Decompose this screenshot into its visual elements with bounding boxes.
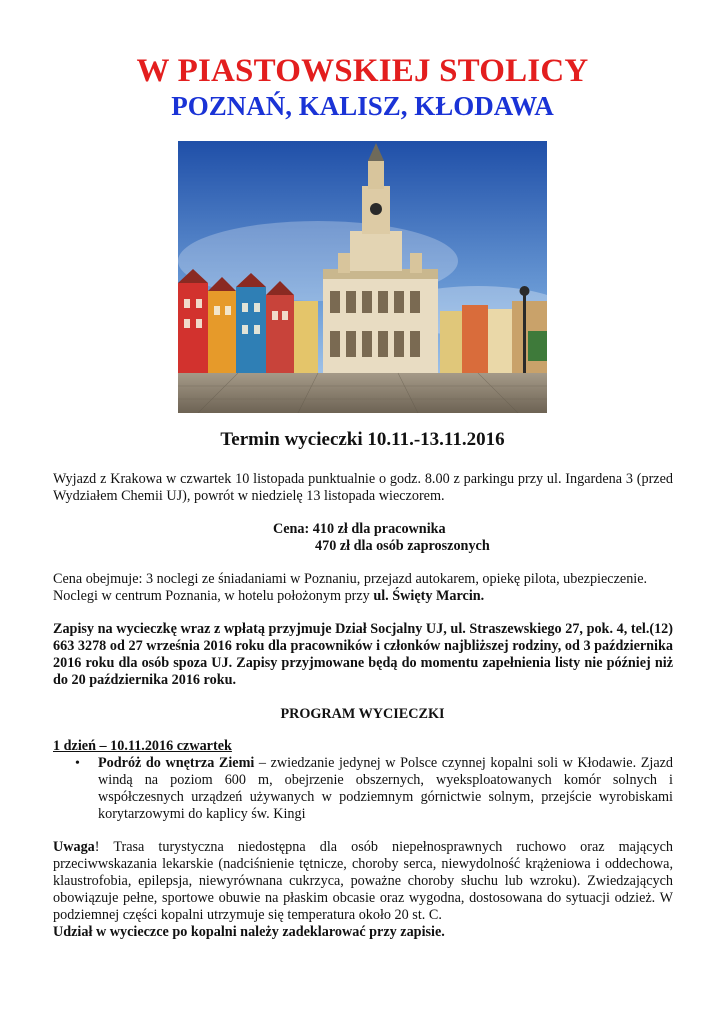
registration-paragraph: Zapisy na wycieczkę wraz z wpłatą przyjmuje Dział Socjalny UJ, ul. Straszewskiego 27, pok. 4, tel.(12) 663 3278 od 27 września 2016 roku dla pracowników i członków najbliższej rodziny, od 3 października 2016 roku dla osób spoza UJ. Zapisy przyjmowane będą do momentu zapełnienia listy nie później niż do 20 października 2016 roku. [53, 621, 673, 688]
price-guest: 470 zł dla osób zaproszonych [315, 538, 490, 554]
day1-label: 1 dzień – 10.11.2016 czwartek [53, 738, 232, 754]
departure-paragraph: Wyjazd z Krakowa w czwartek 10 listopada punktualnie o godz. 8.00 z parkingu przy ul. Ingardena 3 (przed Wydziałem Chemii UJ), powrót w niedzielę 13 listopada wieczorem. [53, 471, 673, 504]
trip-dates: Termin wycieczki 10.11.-13.11.2016 [220, 429, 505, 450]
hotel-line-text: Noclegi w centrum Poznania, w hotelu położonym przy [53, 588, 374, 604]
day1-item-title: Podróż do wnętrza Ziemi [98, 755, 255, 771]
notice-label: Uwaga [53, 839, 95, 855]
document-title: W PIASTOWSKIEJ STOLICY [136, 53, 589, 89]
hotel-street: ul. Święty Marcin. [373, 588, 485, 604]
day1-item-text: – zwiedzanie jedynej w Polsce czynnej kopalni soli w Kłodawie. Zjazd windą na poziom 600 m, obejrzenie obszernych, wyeksploatowanych komór solnych i współczesnych urządzeń używanych w podziemnym górnictwie solnym, przejście wyrobiskami korytarzowymi do kaplicy św. Kingi [98, 755, 674, 822]
poznan-old-town-hall-photo [178, 141, 547, 413]
notice-text: ! Trasa turystyczna niedostępna dla osób niepełnosprawnych ruchowo oraz mających przeciwwskazania lekarskie (nadciśnienie tętnicze, choroby serca, niewydolność krążeniowa i oddechowa, klaustrofobia, epilepsja, niewyrównana cukrzyca, poważne choroby słuchu lub wzroku). Zwiedzających obowiązuje pełne, sportowe obuwie na płaskim obcasie oraz wygodna, dostosowana do sytuacji odzież. W podziemnej części kopalni utrzymuje się temperatura około 20 st. C. [53, 839, 673, 923]
town-hall-illustration [178, 141, 547, 413]
day1-item [98, 755, 673, 823]
bullet-icon: • [75, 756, 80, 771]
notice-paragraph [53, 839, 673, 924]
notice-final: Udział w wycieczce po kopalni należy zadeklarować przy zapisie. [53, 924, 445, 940]
hotel-line [53, 588, 673, 605]
price-employee: Cena: 410 zł dla pracownika [273, 521, 446, 537]
includes-line: Cena obejmuje: 3 noclegi ze śniadaniami w Poznaniu, przejazd autokarem, opiekę pilota, ubezpieczenie. [53, 571, 648, 587]
program-heading: PROGRAM WYCIECZKI [280, 706, 445, 722]
document-subtitle: POZNAŃ, KALISZ, KŁODAWA [171, 91, 554, 121]
